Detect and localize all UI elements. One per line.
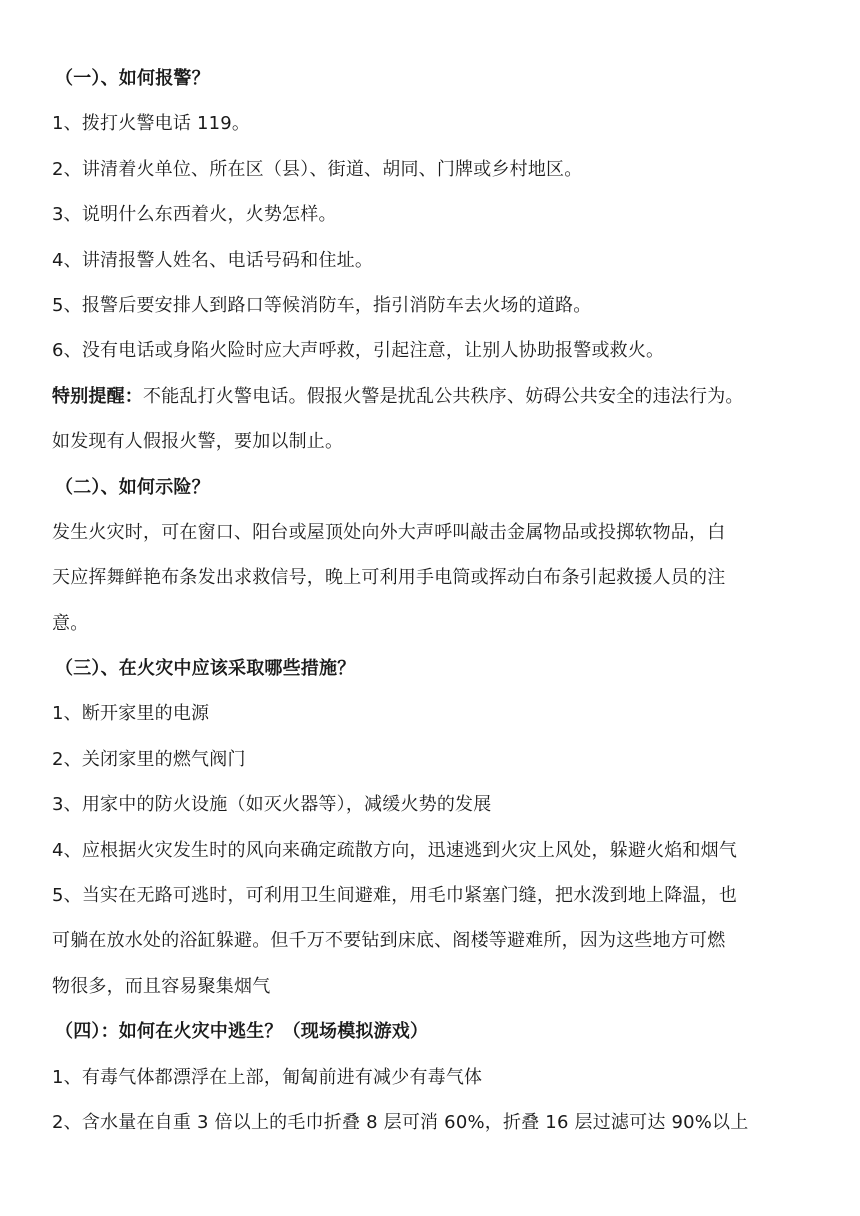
section-heading-signal: （二）、如何示险？: [55, 476, 210, 498]
measure-line-6: 可躺在放水处的浴缸躲避。但千万不要钻到床底、阁楼等避难所，因为这些地方可燃: [52, 930, 726, 952]
special-reminder-text: 不能乱打火警电话。假报火警是扰乱公共秩序、妨碍公共安全的违法行为。: [143, 385, 744, 407]
signal-paragraph-line-2: 天应挥舞鲜艳布条发出求救信号，晚上可利用手电筒或挥动白布条引起救援人员的注: [52, 567, 726, 589]
report-step-3: 3、说明什么东西着火，火势怎样。: [52, 204, 337, 226]
measure-line-5: 5、当实在无路可逃时，可利用卫生间避难，用毛巾紧塞门缝，把水泼到地上降温，也: [52, 885, 738, 907]
special-reminder-label: 特别提醒：: [52, 385, 143, 407]
report-step-1: 1、拨打火警电话 119。: [52, 113, 251, 135]
report-step-4: 4、讲清报警人姓名、电话号码和住址。: [52, 249, 374, 271]
report-step-2: 2、讲清着火单位、所在区（县）、街道、胡同、门牌或乡村地区。: [52, 158, 583, 180]
special-reminder-line-1: [52, 374, 812, 419]
measure-line-1: 1、断开家里的电源: [52, 703, 210, 725]
section-heading-report: （一）、如何报警？: [55, 68, 210, 89]
report-step-5: 5、报警后要安排人到路口等候消防车，指引消防车去火场的道路。: [52, 294, 592, 316]
signal-paragraph-line-3: 意。: [52, 612, 89, 634]
document-page: [52, 56, 812, 1145]
measure-line-3: 3、用家中的防火设施（如灭火器等），减缓火势的发展: [52, 794, 492, 816]
measure-line-4: 4、应根据火灾发生时的风向来确定疏散方向，迅速逃到火灾上风处，躲避火焰和烟气: [52, 839, 738, 861]
section-heading-measures: （三）、在火灾中应该采取哪些措施？: [55, 658, 356, 680]
signal-paragraph-line-1: 发生火灾时，可在窗口、阳台或屋顶处向外大声呼叫敲击金属物品或投掷软物品，白: [52, 521, 726, 543]
report-step-6: 6、没有电话或身陷火险时应大声呼救，引起注意，让别人协助报警或救火。: [52, 340, 665, 362]
escape-line-1: 1、有毒气体都漂浮在上部，匍匐前进有减少有毒气体: [52, 1066, 483, 1088]
escape-line-2: 2、含水量在自重 3 倍以上的毛巾折叠 8 层可消 60%，折叠 16 层过滤可达 90%以上: [52, 1111, 749, 1133]
measure-line-2: 2、关闭家里的燃气阀门: [52, 748, 246, 770]
section-heading-escape: （四）：如何在火灾中逃生？（现场模拟游戏）: [55, 1021, 429, 1043]
measure-line-7: 物很多，而且容易聚集烟气: [52, 975, 271, 997]
special-reminder-line-2: 如发现有人假报火警，要加以制止。: [52, 431, 344, 453]
